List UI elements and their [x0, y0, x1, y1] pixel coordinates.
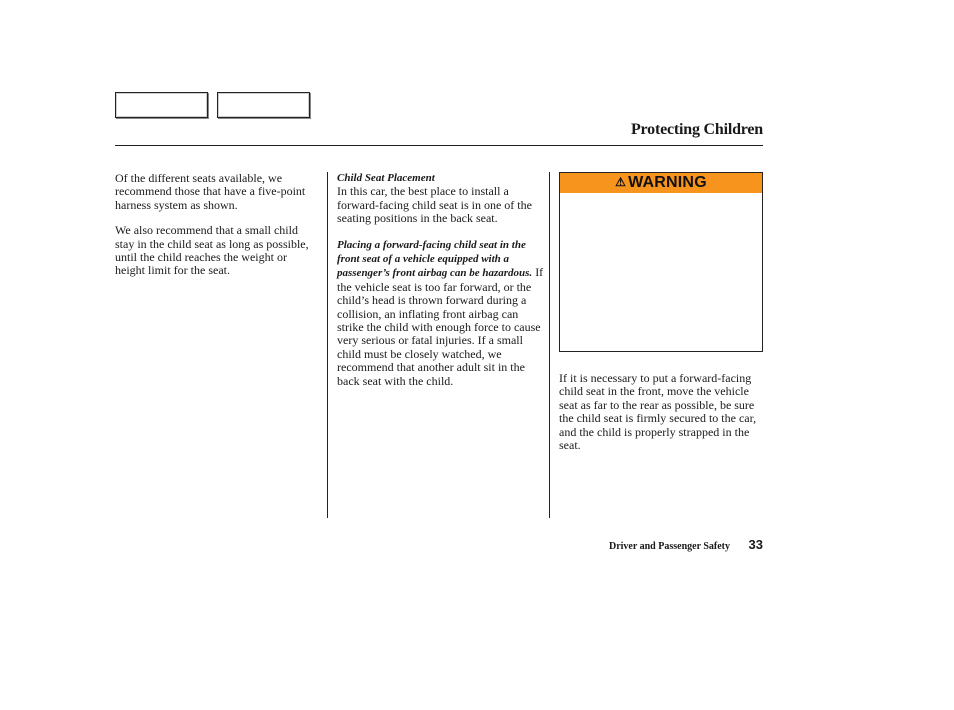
footer-section-label: Driver and Passenger Safety [608, 541, 730, 552]
warning-triangle-icon: ⚠ [615, 175, 627, 189]
section-heading: Child Seat Placement [337, 172, 435, 184]
paragraph: Of the different seats available, we recommend those that have a five-point harness system as shown. [115, 171, 306, 212]
page-number: 33 [748, 537, 763, 552]
airbag-warning-paragraph [337, 238, 544, 388]
nav-button-1[interactable] [115, 92, 208, 118]
right-column [559, 172, 763, 452]
warning-label: WARNING [628, 174, 707, 191]
warning-lead-text: Placing a forward-facing child seat in the front seat of a vehicle equipped with a passenger’s front airbag can be hazardous. [337, 238, 533, 280]
page-title: Protecting Children [630, 121, 763, 138]
paragraph: We also recommend that a small child stay in the child seat as long as possible, until the child reaches the weight or height limit for the seat. [115, 223, 309, 278]
nav-button-2[interactable] [217, 92, 310, 118]
middle-column [337, 172, 544, 388]
column-divider-1 [327, 172, 328, 518]
warning-box [559, 172, 763, 352]
warning-header [560, 173, 762, 193]
left-column [115, 172, 319, 278]
paragraph: If it is necessary to put a forward-facing child seat in the front, move the vehicle seat as far to the rear as possible, be sure the child seat is firmly secured to the car, and the child is properly strapped in the seat. [559, 371, 757, 453]
title-divider [115, 145, 763, 146]
column-divider-2 [549, 172, 550, 518]
warning-body-text: If the vehicle seat is too far forward, or the child’s head is thrown forward during a collision, an inflating front airbag can strike the child with enough force to cause very serious or fatal injuries. If a small child must be closely watched, we recommend that another adult sit in the back seat with the child. [337, 265, 544, 388]
paragraph: In this car, the best place to install a forward-facing child seat is in one of the seating positions in the back seat. [337, 184, 532, 226]
